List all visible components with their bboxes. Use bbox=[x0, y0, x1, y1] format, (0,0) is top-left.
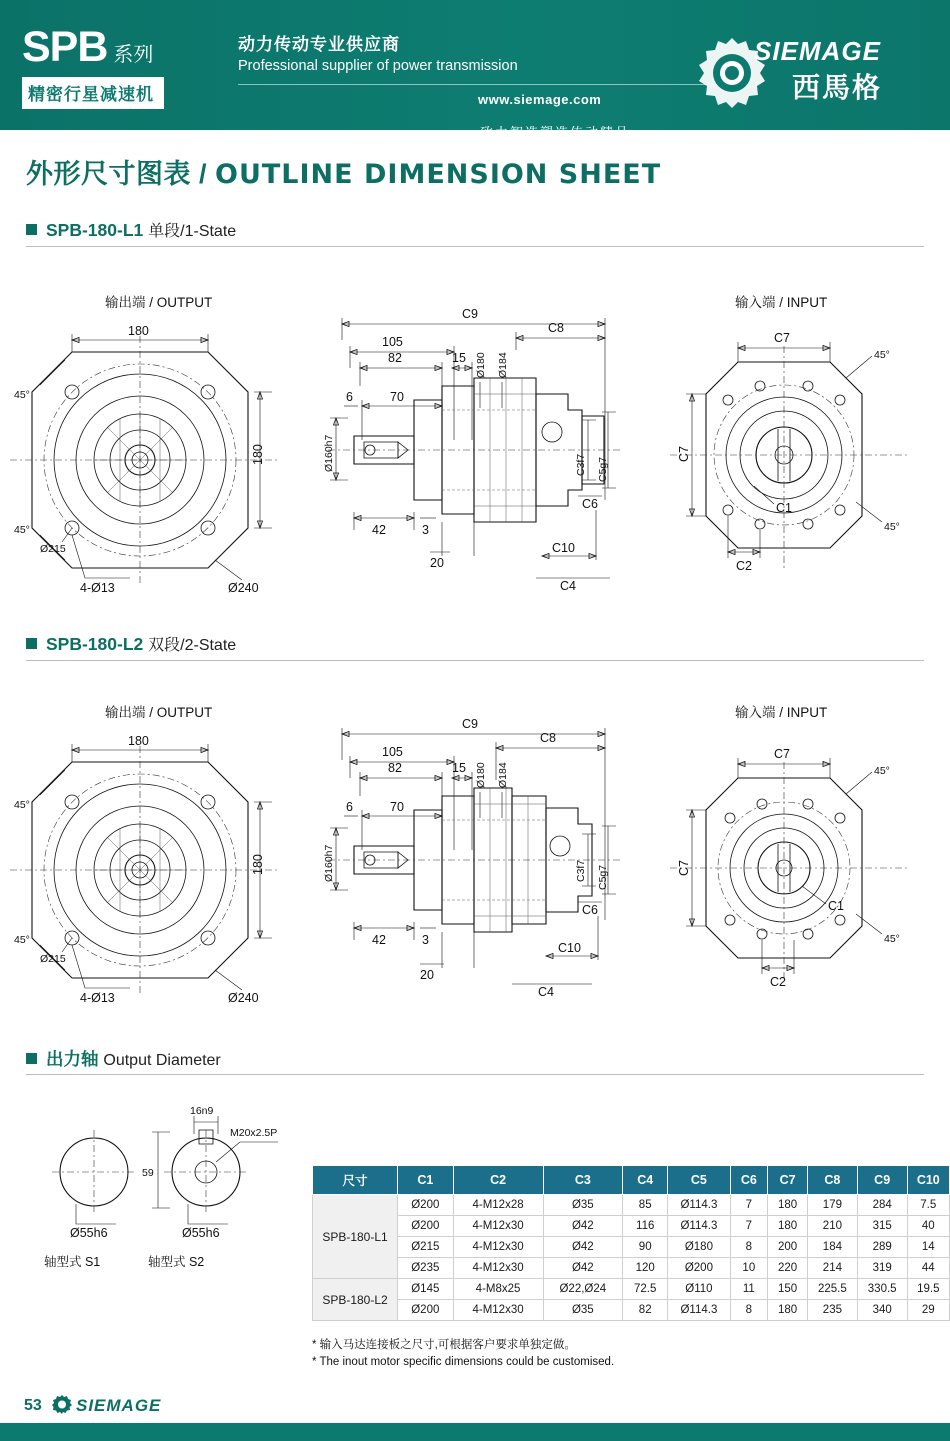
dim-height-180-2: 180 bbox=[251, 854, 265, 875]
cell: 82 bbox=[623, 1300, 668, 1321]
dim-angle-1: 45° bbox=[14, 389, 30, 401]
dim-outer-240: Ø240 bbox=[228, 581, 259, 595]
cell: 284 bbox=[857, 1195, 907, 1216]
cell: 4-M12x28 bbox=[453, 1195, 543, 1216]
drawing-l2-side-view bbox=[320, 700, 630, 1015]
dim-c7-left-2: C7 bbox=[677, 860, 691, 876]
company-logo bbox=[692, 30, 932, 108]
cell: 235 bbox=[808, 1300, 858, 1321]
cell: Ø42 bbox=[543, 1258, 623, 1279]
brand-block bbox=[22, 23, 217, 109]
cell: Ø235 bbox=[398, 1258, 454, 1279]
dim-c1: C1 bbox=[776, 501, 792, 515]
table-notes bbox=[312, 1337, 614, 1372]
cell: Ø200 bbox=[398, 1195, 454, 1216]
dim-d184-2: Ø184 bbox=[497, 762, 509, 788]
shaft-type-s1-label: 轴型式 S1 bbox=[44, 1255, 101, 1269]
page-title-cn: 外形尺寸图表 bbox=[26, 159, 191, 189]
footer-bar bbox=[0, 1423, 950, 1441]
page-number: 53 bbox=[24, 1397, 42, 1414]
dim-c6-2: C6 bbox=[582, 903, 598, 917]
dim-width-180-2: 180 bbox=[128, 734, 149, 748]
cell: 200 bbox=[768, 1237, 808, 1258]
output-view-label: 输出端 / OUTPUT bbox=[105, 295, 213, 310]
table-row bbox=[313, 1195, 950, 1216]
dim-thread: M20x2.5P bbox=[230, 1127, 278, 1139]
dim-3: 3 bbox=[422, 523, 429, 537]
dim-d184: Ø184 bbox=[497, 352, 509, 378]
product-category-label: 精密行星减速机 bbox=[22, 77, 164, 109]
header-divider bbox=[238, 84, 738, 85]
dim-s2-diameter: Ø55h6 bbox=[182, 1226, 220, 1240]
cell: 4-M12x30 bbox=[453, 1300, 543, 1321]
cell: 225.5 bbox=[808, 1279, 858, 1300]
cell: 340 bbox=[857, 1300, 907, 1321]
cell: 210 bbox=[808, 1216, 858, 1237]
cell: 7.5 bbox=[907, 1195, 949, 1216]
dim-c4-2: C4 bbox=[538, 985, 554, 999]
dim-outer-240-2: Ø240 bbox=[228, 991, 259, 1005]
page-header bbox=[0, 0, 950, 140]
cell: Ø22,Ø24 bbox=[543, 1279, 623, 1300]
cell: 85 bbox=[623, 1195, 668, 1216]
output-view-label-2: 输出端 / OUTPUT bbox=[105, 705, 213, 720]
brand-name-en: SIEMAGE bbox=[754, 36, 881, 66]
cell: 184 bbox=[808, 1237, 858, 1258]
dim-holes: 4-Ø13 bbox=[80, 581, 115, 595]
cell: 7 bbox=[730, 1195, 768, 1216]
logo-text: SPB bbox=[22, 23, 108, 71]
drawing-l1-input-view bbox=[650, 290, 940, 605]
tagline-cn: 动力传动专业供应商 bbox=[238, 35, 400, 54]
section-sub-l2: 双段/2-State bbox=[148, 637, 237, 654]
section-heading-l1 bbox=[26, 218, 236, 241]
table-header-row bbox=[313, 1166, 950, 1195]
cell: 214 bbox=[808, 1258, 858, 1279]
cell: 116 bbox=[623, 1216, 668, 1237]
dim-angle-1-2: 45° bbox=[14, 799, 30, 811]
cell: 44 bbox=[907, 1258, 949, 1279]
cell: 7 bbox=[730, 1216, 768, 1237]
footer-gear-icon bbox=[52, 1394, 72, 1419]
dim-15: 15 bbox=[452, 351, 466, 365]
bullet-square-icon bbox=[26, 224, 37, 235]
page-title-en: OUTLINE DIMENSION SHEET bbox=[215, 159, 662, 190]
tagline-en: Professional supplier of power transmission bbox=[238, 58, 518, 74]
cell: 14 bbox=[907, 1237, 949, 1258]
cell: 29 bbox=[907, 1300, 949, 1321]
cell: 72.5 bbox=[623, 1279, 668, 1300]
cell: Ø200 bbox=[398, 1216, 454, 1237]
dim-c9: C9 bbox=[462, 307, 478, 321]
header-tagline-block bbox=[238, 30, 718, 74]
table-row bbox=[313, 1279, 950, 1300]
dim-c5g7-2: C5g7 bbox=[597, 864, 609, 890]
dim-width-180: 180 bbox=[128, 324, 149, 338]
cell: 8 bbox=[730, 1237, 768, 1258]
dim-15-2: 15 bbox=[452, 761, 466, 775]
cell: 180 bbox=[768, 1300, 808, 1321]
dim-height-180: 180 bbox=[251, 444, 265, 465]
cell: Ø200 bbox=[668, 1258, 730, 1279]
cell: Ø200 bbox=[398, 1300, 454, 1321]
slogan-cn: 致力智造塑造传动精品 bbox=[480, 125, 631, 140]
table-row bbox=[313, 1258, 950, 1279]
dim-angle-r1: 45° bbox=[874, 349, 890, 361]
cell: 319 bbox=[857, 1258, 907, 1279]
dim-c1-2: C1 bbox=[828, 899, 844, 913]
dim-c3f7: C3f7 bbox=[575, 453, 587, 476]
input-view-label-2: 输入端 / INPUT bbox=[735, 705, 828, 720]
table-row bbox=[313, 1216, 950, 1237]
cell: 220 bbox=[768, 1258, 808, 1279]
cell: Ø110 bbox=[668, 1279, 730, 1300]
drawing-l2-input-view bbox=[650, 700, 940, 1015]
dim-42-2: 42 bbox=[372, 933, 386, 947]
dimension-table bbox=[312, 1165, 950, 1321]
dim-3-2: 3 bbox=[422, 933, 429, 947]
bullet-square-icon-3 bbox=[26, 1053, 37, 1064]
cell: Ø114.3 bbox=[668, 1195, 730, 1216]
dim-c7-left: C7 bbox=[677, 446, 691, 462]
cell: Ø114.3 bbox=[668, 1216, 730, 1237]
table-row bbox=[313, 1237, 950, 1258]
th-0: 尺寸 bbox=[313, 1166, 398, 1195]
dim-c2: C2 bbox=[736, 559, 752, 573]
dim-d160h7-2: Ø160h7 bbox=[323, 844, 335, 882]
dim-key-width: 16n9 bbox=[190, 1105, 214, 1117]
input-view-label: 输入端 / INPUT bbox=[735, 295, 828, 310]
th-4: C4 bbox=[623, 1166, 668, 1195]
cell: 315 bbox=[857, 1216, 907, 1237]
dim-c10: C10 bbox=[552, 541, 575, 555]
cell: Ø42 bbox=[543, 1237, 623, 1258]
cell: 4-M12x30 bbox=[453, 1258, 543, 1279]
section-model-l1: SPB-180-L1 bbox=[46, 220, 144, 240]
cell: 4-M8x25 bbox=[453, 1279, 543, 1300]
dim-82-2: 82 bbox=[388, 761, 402, 775]
page-title-sep: / bbox=[191, 159, 216, 189]
drawing-l1-side-view bbox=[320, 290, 630, 605]
dim-d180-2: Ø180 bbox=[475, 762, 487, 788]
dim-82: 82 bbox=[388, 351, 402, 365]
dim-c9-2: C9 bbox=[462, 717, 478, 731]
cell: 120 bbox=[623, 1258, 668, 1279]
dim-holes-2: 4-Ø13 bbox=[80, 991, 115, 1005]
dim-c7-top-2: C7 bbox=[774, 747, 790, 761]
footer-brand: SIEMAGE bbox=[76, 1396, 162, 1415]
cell: 150 bbox=[768, 1279, 808, 1300]
cell: Ø114.3 bbox=[668, 1300, 730, 1321]
section-divider-2 bbox=[26, 660, 924, 661]
dim-42: 42 bbox=[372, 523, 386, 537]
dim-pcd-215: Ø215 bbox=[40, 543, 66, 555]
th-10: C10 bbox=[907, 1166, 949, 1195]
section-heading-shaft bbox=[26, 1046, 221, 1071]
dim-angle-r2-2: 45° bbox=[884, 933, 900, 945]
dim-105-2: 105 bbox=[382, 745, 403, 759]
cell: Ø215 bbox=[398, 1237, 454, 1258]
dim-20: 20 bbox=[430, 556, 444, 570]
row-model-l2: SPB-180-L2 bbox=[313, 1279, 398, 1321]
th-9: C9 bbox=[857, 1166, 907, 1195]
dim-s1-diameter: Ø55h6 bbox=[70, 1226, 108, 1240]
dim-c6: C6 bbox=[582, 497, 598, 511]
dim-20-2: 20 bbox=[420, 968, 434, 982]
row-model-l1: SPB-180-L1 bbox=[313, 1195, 398, 1279]
section-heading-l2 bbox=[26, 632, 236, 655]
cell: Ø35 bbox=[543, 1195, 623, 1216]
dim-c3f7-2: C3f7 bbox=[575, 859, 587, 882]
drawing-l1-output-view bbox=[10, 290, 310, 605]
dim-c8: C8 bbox=[548, 321, 564, 335]
cell: 8 bbox=[730, 1300, 768, 1321]
dim-70-2: 70 bbox=[390, 800, 404, 814]
th-5: C5 bbox=[668, 1166, 730, 1195]
dim-70: 70 bbox=[390, 390, 404, 404]
section-divider-1 bbox=[26, 246, 924, 247]
cell: 90 bbox=[623, 1237, 668, 1258]
cell: Ø145 bbox=[398, 1279, 454, 1300]
cell: 330.5 bbox=[857, 1279, 907, 1300]
dim-d160h7: Ø160h7 bbox=[323, 434, 335, 472]
cell: Ø35 bbox=[543, 1300, 623, 1321]
th-3: C3 bbox=[543, 1166, 623, 1195]
section-sub-shaft: Output Diameter bbox=[103, 1052, 221, 1069]
dim-6: 6 bbox=[346, 390, 353, 404]
page-title bbox=[26, 152, 661, 191]
dim-c4: C4 bbox=[560, 579, 576, 593]
table-row bbox=[313, 1300, 950, 1321]
section-model-shaft: 出力轴 bbox=[46, 1049, 99, 1069]
dim-d180: Ø180 bbox=[475, 352, 487, 378]
dim-6-2: 6 bbox=[346, 800, 353, 814]
cell: 179 bbox=[808, 1195, 858, 1216]
cell: Ø42 bbox=[543, 1216, 623, 1237]
dim-key-height: 59 bbox=[142, 1167, 154, 1179]
cell: 180 bbox=[768, 1216, 808, 1237]
brand-name-cn: 西馬格 bbox=[792, 72, 883, 103]
th-2: C2 bbox=[453, 1166, 543, 1195]
cell: 11 bbox=[730, 1279, 768, 1300]
cell: Ø180 bbox=[668, 1237, 730, 1258]
cell: 289 bbox=[857, 1237, 907, 1258]
dim-pcd-215-2: Ø215 bbox=[40, 953, 66, 965]
th-7: C7 bbox=[768, 1166, 808, 1195]
dim-c7-top: C7 bbox=[774, 331, 790, 345]
bullet-square-icon-2 bbox=[26, 638, 37, 649]
cell: 180 bbox=[768, 1195, 808, 1216]
website-link[interactable]: www.siemage.com bbox=[478, 92, 602, 107]
dim-c5g7: C5g7 bbox=[597, 456, 609, 482]
section-sub-l1: 单段/1-State bbox=[148, 223, 237, 240]
dim-angle-2-2: 45° bbox=[14, 934, 30, 946]
logo-series: 系列 bbox=[113, 44, 154, 66]
th-8: C8 bbox=[808, 1166, 858, 1195]
cell: 10 bbox=[730, 1258, 768, 1279]
dim-c10-2: C10 bbox=[558, 941, 581, 955]
cell: 19.5 bbox=[907, 1279, 949, 1300]
dim-angle-r1-2: 45° bbox=[874, 765, 890, 777]
dim-angle-r2: 45° bbox=[884, 521, 900, 533]
th-6: C6 bbox=[730, 1166, 768, 1195]
note-en: * The inout motor specific dimensions could be customised. bbox=[312, 1356, 615, 1369]
cell: 40 bbox=[907, 1216, 949, 1237]
cell: 4-M12x30 bbox=[453, 1237, 543, 1258]
cell: 4-M12x30 bbox=[453, 1216, 543, 1237]
dim-105: 105 bbox=[382, 335, 403, 349]
shaft-type-s2-label: 轴型式 S2 bbox=[148, 1255, 205, 1269]
dim-c8-2: C8 bbox=[540, 731, 556, 745]
th-1: C1 bbox=[398, 1166, 454, 1195]
dim-c2-2: C2 bbox=[770, 975, 786, 989]
section-divider-3 bbox=[26, 1074, 924, 1075]
dim-angle-2: 45° bbox=[14, 524, 30, 536]
drawing-l2-output-view bbox=[10, 700, 310, 1015]
note-cn: * 输入马达连接板之尺寸,可根据客户要求单独定做。 bbox=[312, 1339, 576, 1351]
section-model-l2: SPB-180-L2 bbox=[46, 634, 144, 654]
